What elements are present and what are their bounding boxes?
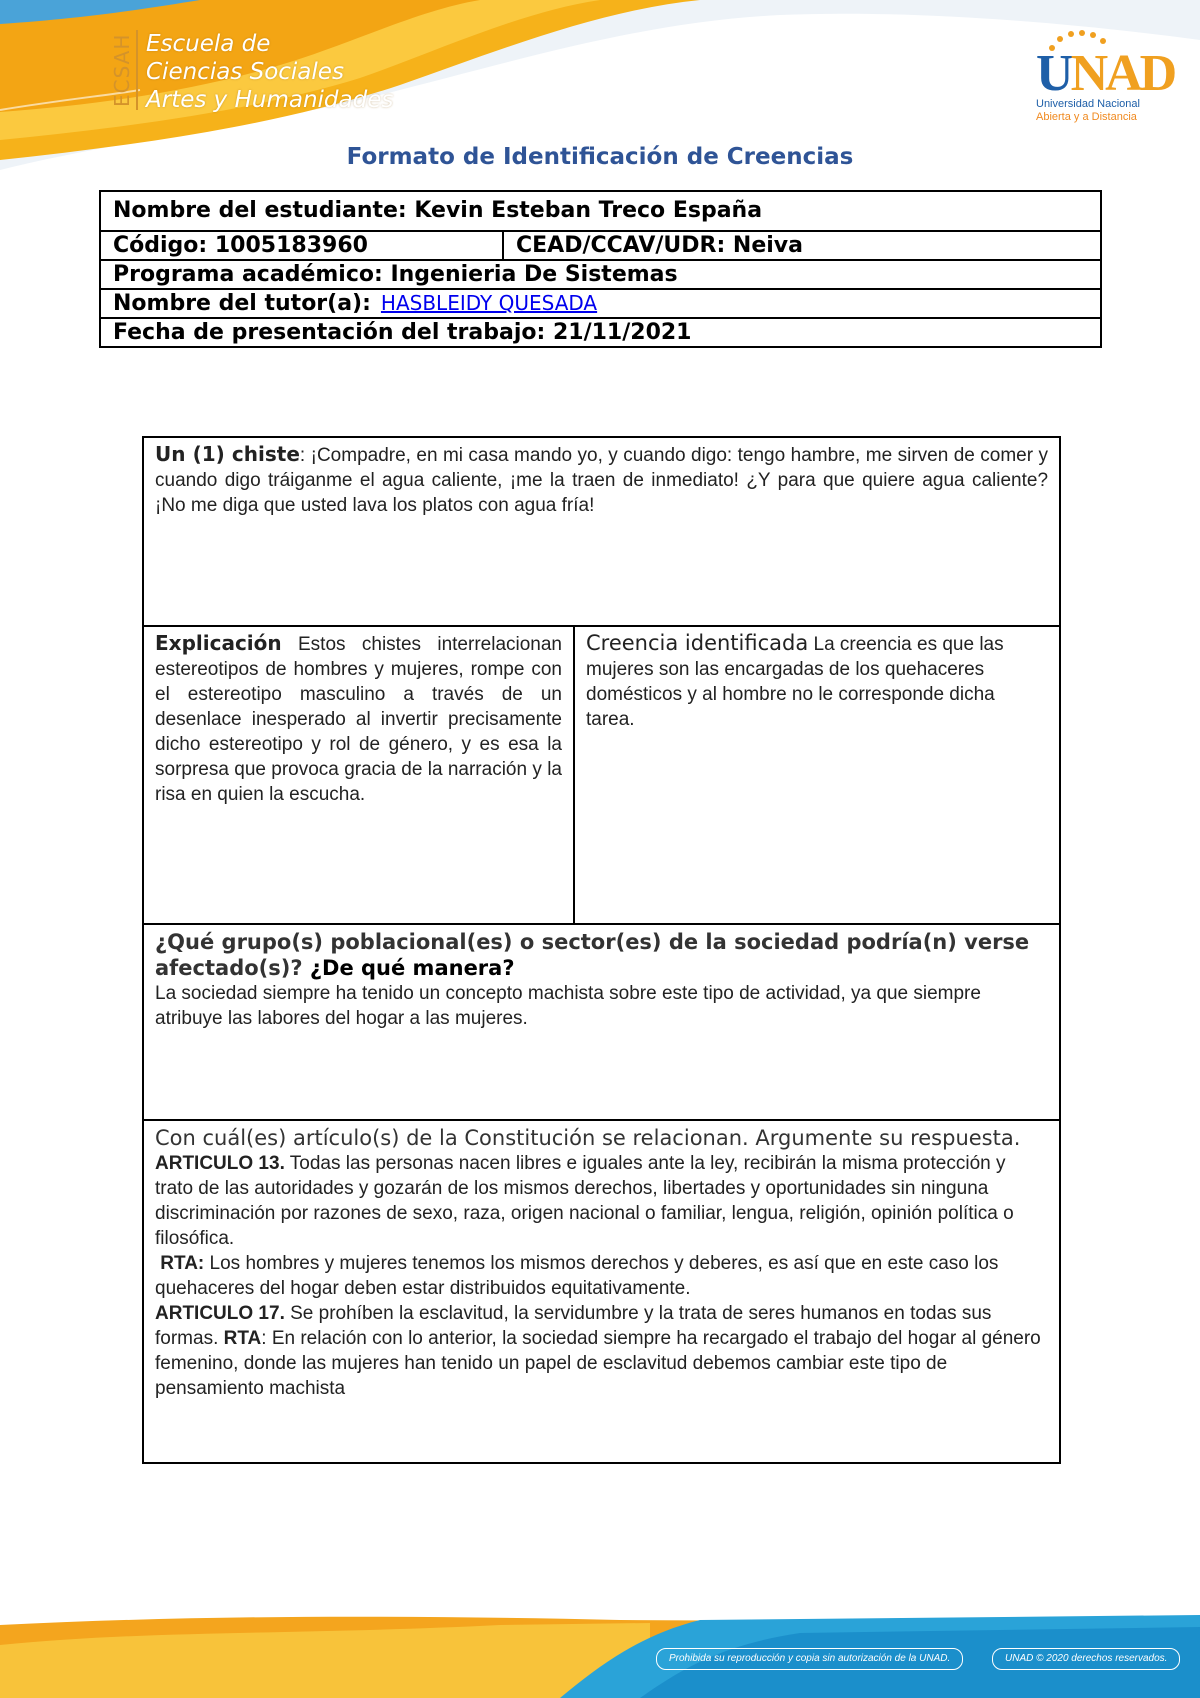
ecsah-label: ECSAH [110,30,138,110]
tutor-label: Nombre del tutor(a): [113,291,371,316]
belief-text: La creencia es que las mujeres son las encargadas de los quehaceres domésticos y al hombre no le corresponde dicha tarea. [586,634,1004,730]
logo-line-2: Abierta y a Distancia [1036,111,1137,123]
tutor-name-link[interactable]: HASBLEIDY QUESADA [380,291,598,315]
art17-text: Se prohíben la esclavitud, la servidumbre y la trata de seres humanos en todas sus formas. [155,1303,992,1349]
logo-line-1: Universidad Nacional [1036,98,1140,110]
explanation-label: Explicación [155,631,282,655]
rta2-label: RTA [223,1328,262,1349]
rta1-text: Los hombres y mujeres tenemos los mismos derechos y deberes, es así que en este caso los quehaceres del hogar deben estar distribuidos equitativamente. [155,1253,999,1299]
groups-answer: La sociedad siempre ha tenido un concepto machista sobre este tipo de actividad, ya que siempre atribuye las labores del hogar a las mujeres. [155,983,981,1029]
explanation-cell [143,626,574,924]
school-line-3: Artes y Humanidades [146,87,394,113]
art13-text: Todas las personas nacen libres e iguales ante la ley, recibirán la misma protección y trato de las autoridades y gozarán de los mismos derechos, libertades y oportunidades sin ninguna discriminación por razones de sexo, raza, origen nacional o familiar, lengua, religión, opinión política o filosófica. [155,1153,1014,1249]
footer-notice: Prohibida su reproducción y copia sin autorización de la UNAD. [656,1648,963,1670]
belief-label: Creencia identificada [586,631,809,655]
constitution-cell [143,1120,1060,1463]
student-name-cell: Nombre del estudiante: Kevin Esteban Treco España [100,191,1101,231]
tutor-cell [100,289,1101,318]
joke-text: ¡Compadre, en mi casa mando yo, y cuando digo: tengo hambre, me sirven de comer y cuando digo tráiganme el agua caliente, ¡me la traen de inmediato! ¿Y para que quiere agua caliente? ¡No me diga que usted lava los platos con agua fría! [155,445,1049,516]
logo-u: U [1036,45,1071,102]
art13-label: ARTICULO 13. [155,1153,285,1174]
constitution-question: Con cuál(es) artículo(s) de la Constitución se relacionan. Argumente su respuesta. [155,1126,1021,1150]
program-cell: Programa académico: Ingenieria De Sistemas [100,260,1101,289]
school-line-1: Escuela de [146,31,271,57]
rta1-label: RTA: [160,1253,205,1274]
cead-cell: CEAD/CCAV/UDR: Neiva [503,231,1101,260]
beliefs-table [142,436,1061,1464]
date-cell: Fecha de presentación del trabajo: 21/11/2021 [100,318,1101,347]
joke-cell [143,437,1060,626]
footer-rights: UNAD © 2020 derechos reservados. [992,1648,1180,1670]
groups-question-tail: ¿De qué manera? [302,956,515,980]
explanation-text: Estos chistes interrelacionan estereotipos de hombres y mujeres, rompe con el estereotipo masculino a través de un desenlace inesperado al invertir precisamente dicho estereotipo y rol de género, y es esa la sorpresa que provoca gracia de la narración y la risa en quien la escucha. [155,634,562,805]
school-line-2: Ciencias Sociales [146,59,344,85]
school-name-block [110,30,393,114]
unad-logo [1032,28,1175,128]
groups-cell [143,924,1060,1120]
belief-cell [574,626,1060,924]
student-code-cell: Código: 1005183960 [100,231,503,260]
groups-question: ¿Qué grupo(s) poblacional(es) o sector(es) de la sociedad podría(n) verse afectado(s)? [155,930,1030,980]
art17-label: ARTICULO 17. [155,1303,285,1324]
joke-label: Un (1) chiste [155,442,300,466]
document-title: Formato de Identificación de Creencias [346,144,854,170]
joke-sep: : [299,445,306,466]
student-info-table [99,190,1102,348]
logo-nad: NAD [1070,45,1175,102]
rta2-text: : En relación con lo anterior, la sociedad siempre ha recargado el trabajo del hogar al género femenino, donde las mujeres han tenido un papel de esclavitud debemos cambiar este tipo de pensamiento machista [155,1328,1041,1399]
